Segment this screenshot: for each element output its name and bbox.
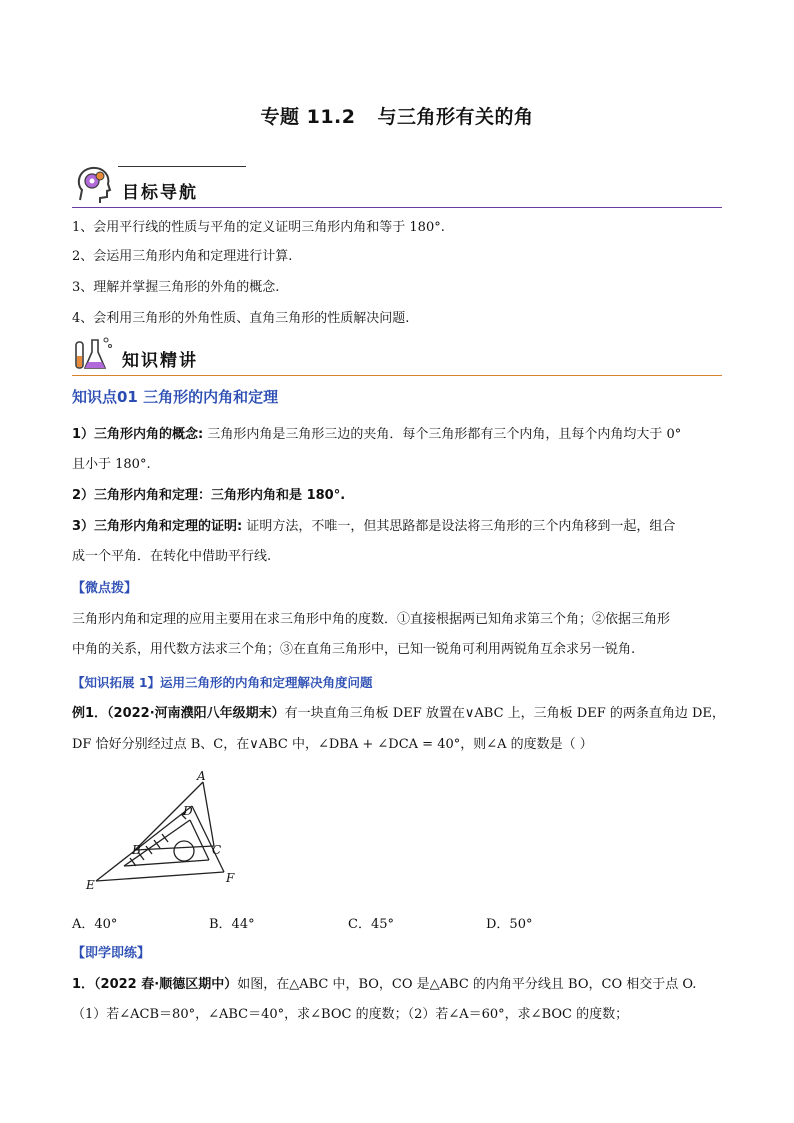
paragraph-1	[72, 426, 722, 443]
p3-text: 证明方法，不唯一，但其思路都是设法将三角形的三个内角移到一起，组合	[242, 519, 676, 534]
example-1-text: 有一块直角三角板 DEF 放置在∨ABC 上，三角板 DEF 的两条直角边 DE，	[284, 706, 725, 721]
section-title-goals: 目标导航	[122, 183, 198, 203]
triangle-figure	[80, 768, 250, 894]
goal-item: 1、会用平行线的性质与平角的定义证明三角形内角和等于 180°.	[72, 220, 445, 235]
choice-d[interactable]: D．50°	[486, 917, 533, 932]
goal-item: 3、理解并掌握三角形的外角的概念.	[72, 280, 280, 295]
choice-a[interactable]: A．40°	[72, 917, 118, 932]
page-title	[0, 102, 794, 129]
p3-label: 3）三角形内角和定理的证明:	[72, 519, 243, 534]
point-label-f: F	[226, 871, 235, 885]
point-label-e: E	[86, 878, 95, 892]
head-gears-icon	[72, 164, 116, 206]
choice-b[interactable]: B．44°	[209, 917, 255, 932]
example-1-source: 例1．（2022·河南濮阳八年级期末）	[72, 706, 285, 721]
p1-text: 三角形内角是三角形三边的夹角．每个三角形都有三个内角，且每个内角均大于 0°	[203, 427, 682, 442]
section-header-knowledge	[72, 332, 722, 376]
p1-label: 1）三角形内角的概念:	[72, 427, 204, 442]
extension-label: 【知识拓展 1】运用三角形的内角和定理解决角度问题	[72, 675, 373, 690]
title-text: 与三角形有关的角	[377, 106, 534, 128]
practice-label: 【即学即练】	[72, 946, 151, 961]
paragraph-2	[72, 487, 722, 504]
question-1-text: 如图，在△ABC 中，BO，CO 是△ABC 的内角平分线且 BO，CO 相交于点 O.	[237, 977, 697, 992]
paragraph-3-cont: 成一个平角．在转化中借助平行线.	[72, 549, 272, 564]
goal-item: 2、会运用三角形内角和定理进行计算.	[72, 249, 293, 264]
tip-line: 中角的关系，用代数方法求三个角；③在直角三角形中，已知一锐角可利用两锐角互余求另一锐角.	[72, 642, 636, 657]
point-label-c: C	[212, 843, 222, 857]
point-label-a: A	[197, 769, 206, 783]
section-header-goals	[72, 164, 722, 208]
tip-line: 三角形内角和定理的应用主要用在求三角形中角的度数．①直接根据两已知角求第三个角；②依据三角形	[72, 612, 671, 627]
example-1-line1	[72, 705, 725, 722]
flask-icon	[72, 332, 116, 374]
choice-c[interactable]: C．45°	[348, 917, 394, 932]
point-label-b: B	[132, 843, 141, 857]
question-1-line2: （1）若∠ACB＝80°，∠ABC＝40°，求∠BOC 的度数；（2）若∠A＝60°，求∠BOC 的度数；	[72, 1007, 629, 1022]
example-1-line2: DF 恰好分别经过点 B、C，在∨ABC 中，∠DBA + ∠DCA = 40°，则∠A 的度数是（ ）	[72, 737, 593, 752]
knowledge-point-heading: 知识点01 三角形的内角和定理	[72, 388, 279, 406]
section-title-knowledge: 知识精讲	[122, 351, 198, 371]
paragraph-1-cont: 且小于 180°.	[72, 457, 151, 472]
goal-item: 4、会利用三角形的外角性质、直角三角形的性质解决问题.	[72, 311, 410, 326]
question-1-source: 1．（2022 春·顺德区期中）	[72, 977, 238, 992]
question-1-line1	[72, 976, 722, 993]
p2-label: 2）三角形内角和定理：三角形内角和是 180°.	[72, 488, 346, 503]
point-label-d: D	[183, 804, 193, 818]
tip-label: 【微点拨】	[72, 581, 138, 596]
paragraph-3	[72, 518, 722, 535]
title-number: 专题 11.2	[260, 106, 356, 128]
